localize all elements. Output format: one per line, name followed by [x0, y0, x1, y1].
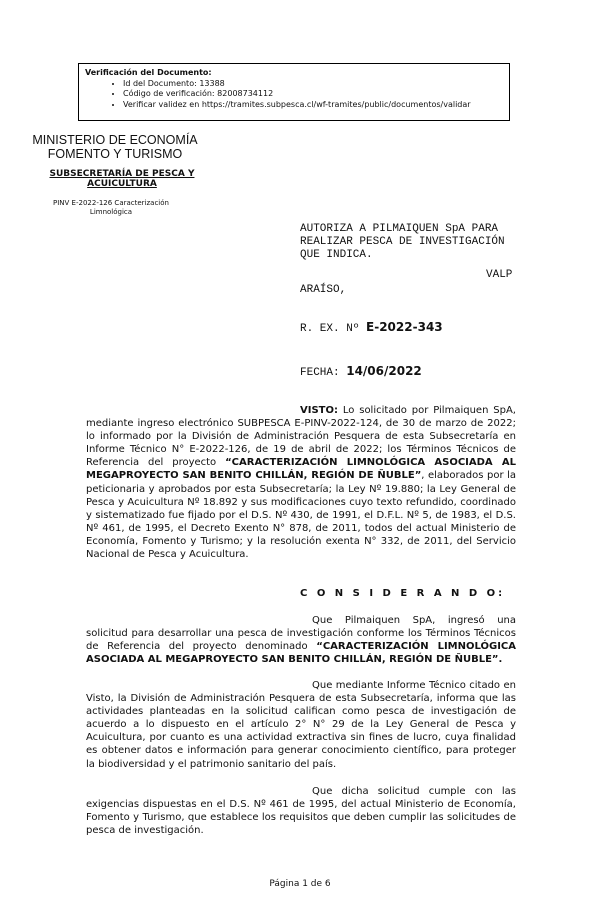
subsecretaria-title: SUBSECRETARÍA DE PESCA Y ACUICULTURA — [49, 169, 195, 189]
reference-line2: Limnológica — [89, 208, 133, 216]
reference-code — [26, 199, 196, 217]
visto-text1: Lo solicitado por Pilmaiquen SpA, mediante ingreso electrónico SUBPESCA E-PINV-2022-124, de 30 de marzo de 2022; lo informado por la División de Administración Pesquera de esta Subsecretaría en Informe Técnico N° E-2022-126, de 19 de abril de 2022; los Términos Técnicos de Referencia del proyecto — [86, 405, 516, 469]
visto-label: VISTO: — [300, 405, 338, 416]
reference-line1: PINV E-2022-126 Caracterización — [53, 199, 169, 207]
date-value: 14/06/2022 — [346, 364, 422, 378]
rex-number: E-2022-343 — [366, 320, 443, 334]
verification-code: • Código de verificación: 82008734112 — [123, 89, 509, 100]
visto-project: “CARACTERIZACIÓN LIMNOLÓGICA ASOCIADA AL MEGAPROYECTO SAN BENITO CHILLÁN, REGIÓN DE ÑUBLE” — [86, 457, 516, 482]
verification-box — [78, 63, 510, 121]
considerando-paragraph-1 — [86, 614, 516, 666]
ministry-line2: FOMENTO Y TURISMO — [47, 147, 183, 161]
visto-text2: , elaborados por la peticionaria y aprobados por esta Subsecretaría; la Ley Nº 19.880; la Ley General de Pesca y Acuicultura Nº 18.892 y sus modificaciones cuyo texto refundido, coordinado y sistematizado fue fijado por el D.S. Nº 430, de 1991, el D.F.L. Nº 5, de 1983, el D.S. Nº 461, de 1995, el Decreto Exento N° 878, de 2011, todos del actual Ministerio de Economía, Fomento y Turismo; y la resolución exenta N° 332, de 2011, del Servicio Nacional de Pesca y Acuicultura. — [86, 470, 516, 561]
city-part1: VALP — [486, 269, 513, 281]
considerando-p1-text: Que Pilmaiquen SpA, ingresó una solicitud para desarrollar una pesca de investigación conforme los Términos Técnicos de Referencia del proyecto denominado — [86, 615, 516, 653]
verification-list — [85, 79, 509, 111]
rex-label: R. EX. Nº — [300, 323, 360, 335]
resolution-number — [300, 320, 443, 335]
verification-id: • Id del Documento: 13388 — [123, 79, 509, 90]
verification-title: Verificación del Documento: — [85, 68, 212, 77]
considerando-title: C O N S I D E R A N D O: — [300, 588, 506, 599]
ministry-line1: MINISTERIO DE ECONOMÍA — [32, 133, 198, 147]
considerando-p2-text: Que mediante Informe Técnico citado en Visto, la División de Administración Pesquera de esta Subsecretaría, informa que las actividades planteadas en la solicitud califican como pesca de investigación de acuerdo a lo dispuesto en el artículo 2° N° 29 de la Ley General de Pesca y Acuicultura, por cuanto es una actividad extractiva sin fines de lucro, cuya finalidad es obtener datos e información para generar conocimiento científico, para proteger la biodiversidad y el patrimonio sanitario del país. — [86, 680, 516, 770]
date-label: FECHA: — [300, 367, 340, 379]
resolution-subject: AUTORIZA A PILMAIQUEN SpA PARA REALIZAR PESCA DE INVESTIGACIÓN QUE INDICA. — [300, 223, 505, 261]
considerando-paragraph-3 — [86, 785, 516, 837]
ministry-header — [25, 133, 205, 161]
considerando-p1-project: “CARACTERIZACIÓN LIMNOLÓGICA ASOCIADA AL MEGAPROYECTO SAN BENITO CHILLÁN, REGIÓN DE ÑUBLE”. — [86, 641, 517, 666]
resolution-date — [300, 364, 422, 379]
considerando-p3-text: Que dicha solicitud cumple con las exigencias dispuestas en el D.S. Nº 461 de 1995, del actual Ministerio de Economía, Fomento y Turismo, que establece los requisitos que deben cumplir las solicitudes de pesca de investigación. — [86, 786, 516, 837]
visto-paragraph — [86, 404, 516, 561]
city-part2: ARAÍSO, — [300, 284, 347, 296]
verification-url[interactable]: • Verificar validez en https://tramites.subpesca.cl/wf-tramites/public/documentos/validar — [123, 100, 509, 111]
considerando-paragraph-2 — [86, 679, 516, 771]
page-number: Página 1 de 6 — [269, 879, 331, 889]
